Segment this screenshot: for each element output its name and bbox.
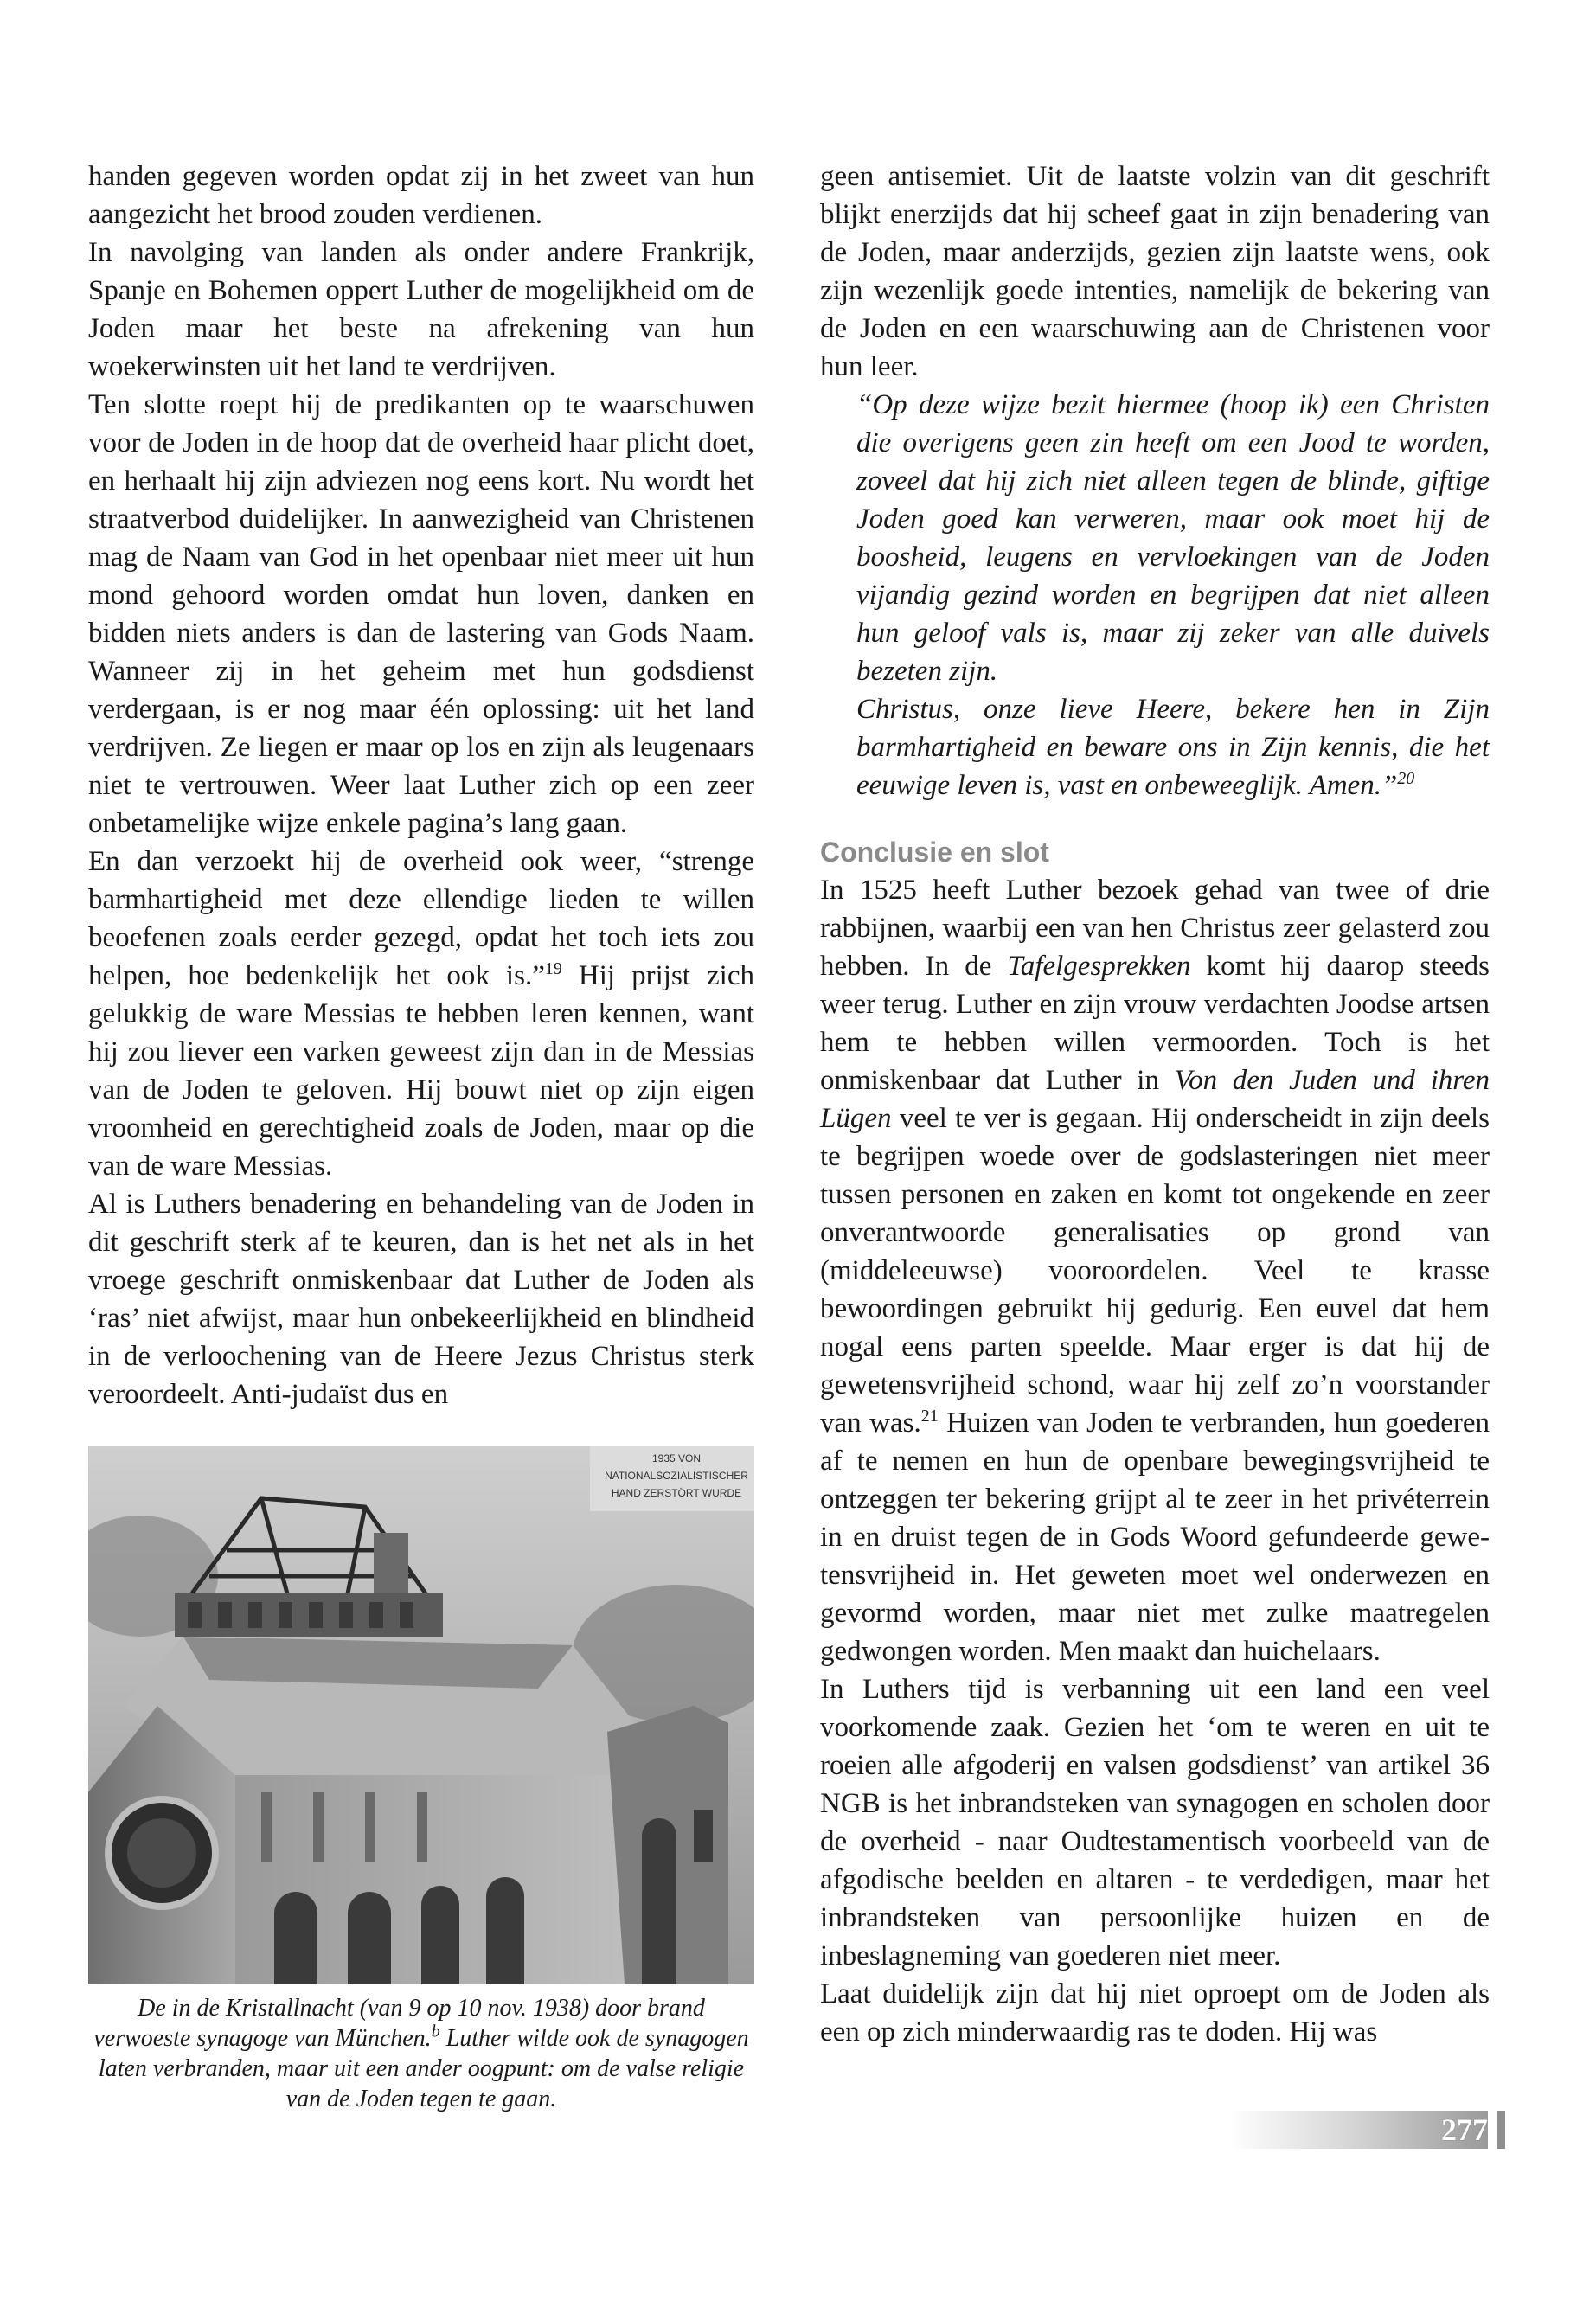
left-paragraph-4 <box>88 843 754 1185</box>
right-paragraph-2-part-d: Huizen van Joden te verbranden, hun goederen af te nemen en hun de openbare bewegingsvrijheid te ontzeggen ter bekering grijpt al te zeer in het privéterrein in en druist tegen de in Gods Woord gefundeerde gewetensvrijheid in. Het geweten moet wel onderwezen en gevormd worden, maar niet met zulke maatregelen gedwongen worden. Men maakt dan huichelaars. <box>820 1407 1490 1667</box>
caption-part-b: Luther wilde ook de synagogen laten verbranden, maar uit een ander oogpunt: om de valse religie van de Joden tegen te gaan. <box>98 2025 749 2112</box>
left-column <box>88 157 754 1413</box>
figure-caption <box>88 1993 754 2114</box>
caption-part-a: De in de Kristallnacht (van 9 op 10 nov. 1938) door brand verwoeste synagoge van München. <box>93 1995 705 2052</box>
left-paragraph-4-part-a: En dan verzoekt hij de overheid ook weer, “strenge barmhartigheid met deze ellendige lieden te willen beoefenen zoals eerder gezegd, opdat het toch iets zou helpen, hoe bedenkelijk het ook is.” <box>88 846 754 991</box>
footnote-ref-21: 21 <box>920 1407 939 1426</box>
page-number-tab <box>1497 2111 1505 2149</box>
left-paragraph-1: handen gegeven worden opdat zij in het zweet van hun aangezicht het brood zouden verdienen. <box>88 161 754 230</box>
right-paragraph-2-part-b: komt hij daarop steeds weer terug. Luther en zijn vrouw verdachten Joodse artsen hem te hebben willen vermoorden. Toch is het onmiskenbaar dat Luther in <box>820 951 1490 1096</box>
quote-paragraph-2 <box>856 690 1490 804</box>
right-paragraph-2-part-a: In 1525 heeft Luther bezoek gehad van twee of drie rabbijnen, waarbij een van hen Christus zeer gelasterd zou hebben. In de <box>820 875 1490 982</box>
left-paragraph-2: In navolging van landen als onder andere Frankrijk, Spanje en Bohemen oppert Luther de mogelijkheid om de Joden maar het beste na afrekening van hun woekerwinsten uit het land te verdrijven. <box>88 237 754 382</box>
luther-quote <box>820 386 1490 804</box>
section-heading: Conclusie en slot <box>820 836 1049 868</box>
quote-paragraph-1: “Op deze wijze bezit hiermee (hoop ik) een Christen die overigens geen zin heeft om een Jood te worden, zoveel dat hij zich niet alleen tegen de blinde, giftige Joden goed kan verweren, maar ook moet hij de boosheid, leugens en vervloekingen van de Joden vijandig gezind worden en begrijpen dat niet alleen hun geloof vals is, maar zij zeker van alle duivels bezeten zijn. <box>856 389 1490 687</box>
title-von-den-juden: Von den Juden und ihren Lügen <box>820 1065 1490 1134</box>
sign-line-2: NATIONALSOZIALISTISCHER <box>605 1470 748 1482</box>
title-tafelgesprekken: Tafelgesprekken <box>1007 951 1191 982</box>
synagogue-photo-image <box>88 1446 754 1984</box>
footnote-ref-19: 19 <box>544 959 562 978</box>
right-paragraph-4: Laat duidelijk zijn dat hij niet oproept om de Joden als een op zich minderwaardig ras te doden. Hij was <box>820 1978 1490 2048</box>
page-number: 277 <box>1441 2112 1488 2147</box>
right-paragraph-2 <box>820 871 1490 1670</box>
left-paragraph-3: Ten slotte roept hij de predikanten op te waarschuwen voor de Joden in de hoop dat de overheid haar plicht doet, en herhaalt hij zijn adviezen nog eens kort. Nu wordt het straatverbod duidelijker. In aanwezigheid van Christenen mag de Naam van God in het openbaar niet meer uit hun mond gehoord worden omdat hun loven, danken en bidden niets anders is dan de lastering van Gods Naam. Wanneer zij in het geheim met hun godsdienst verdergaan, is er nog maar één oplossing: uit het land verdrijven. Ze liegen er maar op los en zijn als leugenaars niet te vertrouwen. Weer laat Luther zich op een zeer onbetamelijke wijze enkele pagina’s lang gaan. <box>88 389 754 839</box>
right-paragraph-1: geen antisemiet. Uit de laatste volzin van dit geschrift blijkt enerzijds dat hij scheef gaat in zijn benadering van de Joden, maar anderzijds, gezien zijn laatste wens, ook zijn wezenlijk goede intenties, namelijk de bekering van de Joden en een waarschuwing aan de Christenen voor hun leer. <box>820 161 1490 382</box>
left-paragraph-4-part-b: Hij prijst zich gelukkig de ware Messias te hebben leren kennen, want hij zou liever een varken geweest zijn dan in de Messias van de Joden te geloven. Hij bouwt niet op zijn eigen vroomheid en gerechtigheid zoals de Joden, maar op die van de ware Messias. <box>88 960 754 1182</box>
right-paragraph-3: In Luthers tijd is verbanning uit een land een veel voorkomende zaak. Gezien het ‘om te weren en uit te roeien alle afgoderij en valsen godsdienst’ van artikel 36 NGB is het inbrandsteken van synagogen en scholen door de overheid - naar Oudtestamentisch voorbeeld van de afgodische beelden en altaren - te verdedigen, maar het inbrandsteken van persoonlijke huizen en de inbeslagneming van goederen niet meer. <box>820 1674 1490 1971</box>
synagogue-photo <box>88 1446 754 1984</box>
right-paragraph-2-part-c: veel te ver is gegaan. Hij onderscheidt in zijn deels te begrijpen woede over de godslasteringen niet meer tussen personen en zaken en komt tot ongekende en zeer onverantwoorde generalisaties op grond van (middeleeuwse) vooroordelen. Veel te krasse bewoordingen gebruikt hij gedurig. Een euvel dat hem nogal eens parten speelde. Maar erger is dat hij de gewetensvrijheid schond, waar hij zelf zo’n voorstander van was. <box>820 1103 1490 1439</box>
caption-footnote-ref: b <box>431 2022 440 2041</box>
right-column <box>820 157 1490 2051</box>
sign-line-1: 1935 VON <box>651 1452 702 1465</box>
footnote-ref-20: 20 <box>1397 769 1415 788</box>
sign-line-3: HAND ZERSTÖRT WURDE <box>611 1487 742 1499</box>
quote-paragraph-2-text: Christus, onze lieve Heere, bekere hen in Zijn barmhartigheid en beware ons in Zijn kennis, die het eeuwige leven is, vast en onbeweeglijk. Amen.” <box>856 694 1490 801</box>
left-paragraph-5: Al is Luthers benadering en behandeling van de Joden in dit geschrift sterk af te keuren, dan is het net als in het vroege geschrift onmiskenbaar dat Luther de Joden als ‘ras’ niet afwijst, maar hun onbekeerlijkheid en blindheid in de verloochening van de Heere Jezus Christus sterk veroordeelt. Anti-judaïst dus en <box>88 1189 754 1410</box>
